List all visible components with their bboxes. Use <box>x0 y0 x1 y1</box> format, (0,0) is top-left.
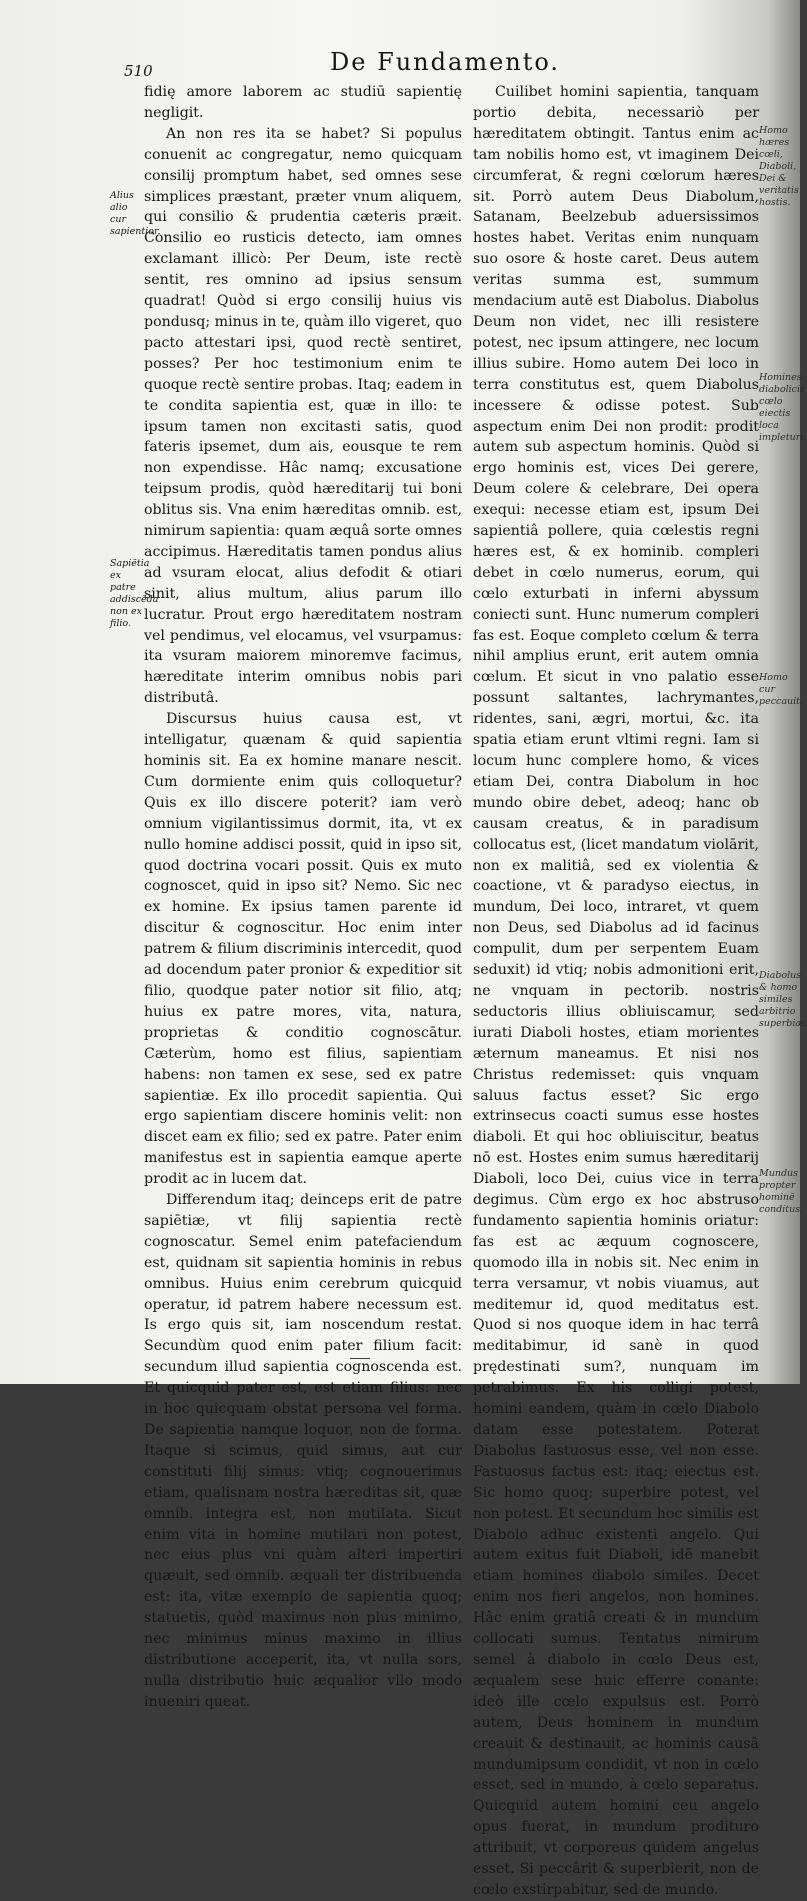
running-head: De Fundamento. <box>330 48 561 76</box>
footer-rule <box>350 1358 370 1359</box>
body-paragraph: fidię amore laborem ac studiū sapientię negligit. <box>144 84 462 121</box>
marginal-note-right: Homo cur peccauit. <box>759 672 804 707</box>
body-paragraph: Discursus huius causa est, vt intelligatur, quænam & quid sapientia hominis sit. Ea ex homine manare nescit. Cum dormiente enim quis colloquetur? Quis ex illo discere poterit? iam verò omnium vigilantissimus dormit, ita, vt ex nullo homine addisci possit, quid in ipso sit, quod doctrina vocari possit. Quis ex muto cognoscet, quid in ipso sit? Nemo. Sic nec ex homine. Ex ipsius tamen parente id discitur & cognoscitur. Hoc enim inter patrem & filium discriminis intercedit, quod ad docendum pater pronior & expeditior sit filio, quodque pater notior sit filio, atq; huius ex patre mores, vita, natura, proprietas & conditio cognoscātur. Cæterùm, homo est filius, sapientiam habens: non tamen ex sese, sed ex patre sapientiæ. Ex illo procedit sapientia. Qui ergo sapientiam discere hominis velit: non discet eam ex filio; sed ex patre. Pater enim manifestus est in sapientia eamque aperte prodit ac in lucem dat. <box>144 711 462 1188</box>
marginal-note-right: Homines diabolicis cœlo eiectis loca impleturi. <box>759 372 807 443</box>
body-paragraph: An non res ita se habet? Si populus conuenit ac congregatur, nemo quicquam consilij promptum habet, sed omnes sese simplices præstant, præter vnum aliquem, qui consilio & prudentia cæteris præit. Consilio eo rusticis detecto, iam omnes exclamant illicò: Per Deum, iste rectè sentit, res omnino ad ipsius sensum quadrat! Quòd si ergo consilij huius vis pondusq; minus in te, quàm illo vigeret, quo pacto attestari ipsi, quod rectè sentiret, posses? Per hoc testimonium enim te quoque rectè sentire probas. Itaq; eadem in te condita sapientia est, quæ in illo: te ipsum tamen non excitasti satis, quod fateris ipsemet, dum ais, eousque te rem non expendisse. Hâc namq; excusatione teipsum prodis, quòd hæreditarij tui boni oblitus sis. Vna enim hæreditas omnib. est, nimirum sapientia: quam æquâ sorte omnes accipimus. Hæreditatis tamen pondus alius ad vsuram elocat, alius defodit & otiari sinit, alius multum, alius parum illo lucratur. Prout ergo hæreditatem nostram vel pendimus, vel elocamus, vel vsurpamus: ita vsuram maiorem minoremve facimus, hæreditate interim omnibus nobis pari distributâ. <box>144 125 462 707</box>
marginal-note-left: Sapiētia ex patre addiscēda non ex filio. <box>110 558 159 629</box>
marginal-note-left: Alius alio cur sapientior. <box>110 190 161 237</box>
page-number: 510 <box>124 62 153 80</box>
marginal-note-right: Mundus propter hominē conditus. <box>759 1168 804 1215</box>
left-text-column <box>144 82 462 1713</box>
marginal-note-right: Diabolus & homo similes arbitrio superbiæ. <box>759 970 807 1029</box>
marginal-note-right: Homo hæres cœli, Diaboli, Dei & veritatis hostis. <box>759 125 799 208</box>
right-text-column <box>473 82 759 1901</box>
body-paragraph: Differendum itaq; deinceps erit de patre sapiētiæ, vt filij sapientia rectè cognoscatur. Semel enim patefaciendum est, quidnam sit sapientia hominis in rebus omnibus. Huius enim cerebrum quicquid operatur, id patrem habere necessum est. Is ergo quis sit, iam noscendum restat. Secundùm quod enim pater filium facit: secundum illud sapientia cognoscenda est. Et quicquid pater est, est etiam filius: nec in hoc quicquam obstat persona vel forma. De sapientia namque loquor, non de forma. Itaque si scimus, quid simus, aut cur constituti filij simus: vtiq; cognouerimus etiam, qualisnam nostra hæreditas sit, quæ omnib. integra est, non mutilata. Sicut enim vita in homine mutilari non potest, nec eius plus vni quàm alteri impertiri quæuit, sed omnib. æquali ter distribuenda est: ita, vitæ exemplo de sapientia quoq; statuetis, quòd maximus non plus minimo, nec minimus minus maximo in illius distributione acceperit, ita, vt nulla sors, nulla distributio huic æqualior vllo modo inueniri queat. <box>144 1192 462 1710</box>
body-paragraph: Cuilibet homini sapientia, tanquam portio debita, necessariò per hæreditatem obtingit. Tantus enim ac tam nobilis homo est, vt imaginem Dei circumferat, & regni cœlorum hæres sit. Porrò autem Deus Diabolum, Satanam, Beelzebub aduersissimos hostes habet. Veritas enim nunquam suo osore & hoste caret. Deus autem veritas summa est, summum mendacium autē est Diabolus. Diabolus Deum non videt, nec illi resistere potest, nec ipsum attingere, nec locum illius subire. Homo autem Dei loco in terra constitutus est, quem Diabolus incessere & odisse potest. Sub aspectum enim Dei non prodit: prodit autem sub aspectum hominis. Quòd si ergo hominis est, vices Dei gerere, Deum colere & celebrare, Dei opera exequi: necesse etiam est, ipsum Dei sapientiâ pollere, quia cœlestis regni hæres est, & ex hominib. compleri debet in cœlo numerus, eorum, qui cœlo exturbati in inferni abyssum coniecti sunt. Hunc numerum compleri fas est. Eoque completo cœlum & terra nihil amplius erunt, erit autem omnia cœlum. Et sicut in vno palatio esse possunt saltantes, lachrymantes, ridentes, sani, ægri, mortui, &c. ita spatia etiam erunt vltimi regni. Iam si locum hunc complere homo, & vices etiam Dei, contra Diabolum in hoc mundo obire debet, adeoq; hanc ob causam creatus, & in paradisum collocatus est, (licet mandatum violārit, non ex malitiâ, sed ex violentia & coactione, vt & paradyso eiectus, in mundum, Dei loco, intraret, vt quem non Deus, sed Diabolus ad id facinus compulit, dum per serpentem Euam seduxit) id vtiq; nobis admonitioni erit, ne vnquam in pectorib. nostris seductoris illius obliuiscamur, sed iurati Diaboli hostes, etiam morientes æternum maneamus. Et nisi nos Christus redemisset: quis vnquam saluus factus esset? Sic ergo extrinsecus coacti sumus esse hostes diaboli. Et qui hoc obliuiscitur, beatus nō est. Hostes enim sumus hæreditarij Diaboli, loco Dei, cuius vice in terra degimus. Cùm ergo ex hoc abstruso fundamento sapientia hominis oriatur: fas est ac æquum cognoscere, quomodo illa in nobis sit. Nec enim in terra versamur, vt nobis viuamus, aut meditemur id, quod meditatus est. Quod si nos quoque idem in hac terrâ meditabimur, id sanè in quod prędestinati sum?, nunquam im petrabimus. Ex his colligi potest, homini eandem, quàm in cœlo Diabolo datam esse potestatem. Poterat Diabolus fastuosus esse, vel non esse. Fastuosus factus est: itaq; eiectus est. Sic homo quoq; superbire potest, vel non potest. Et secundum hoc similis est Diabolo adhuc existenti angelo. Qui autem exitus fuit Diaboli, idē manebit etiam homines diabolo similes. Decet enim nos fieri angelos, non homines. Hâc enim gratiâ creati & in mundum collocati sumus. Tentatus nimirum semel à diabolo in cœlo Deus est, æqualem sese huic efferre conante: ideò ille cœlo expulsus est. Porrò autem, Deus hominem in mundum creauit & destinauit, ac hominis causâ mundumipsum condidit, vt non in cœlo esset, sed in mundo, à cœlo separatus. Quicquid autem homini ceu angelo opus fuerat, in mundum proditurо attribuit, vt corporeus quidem angelus esset. Si peccârit & superbierit, non de cœlo exstirpabitur, sed de mundo. <box>473 84 759 1898</box>
